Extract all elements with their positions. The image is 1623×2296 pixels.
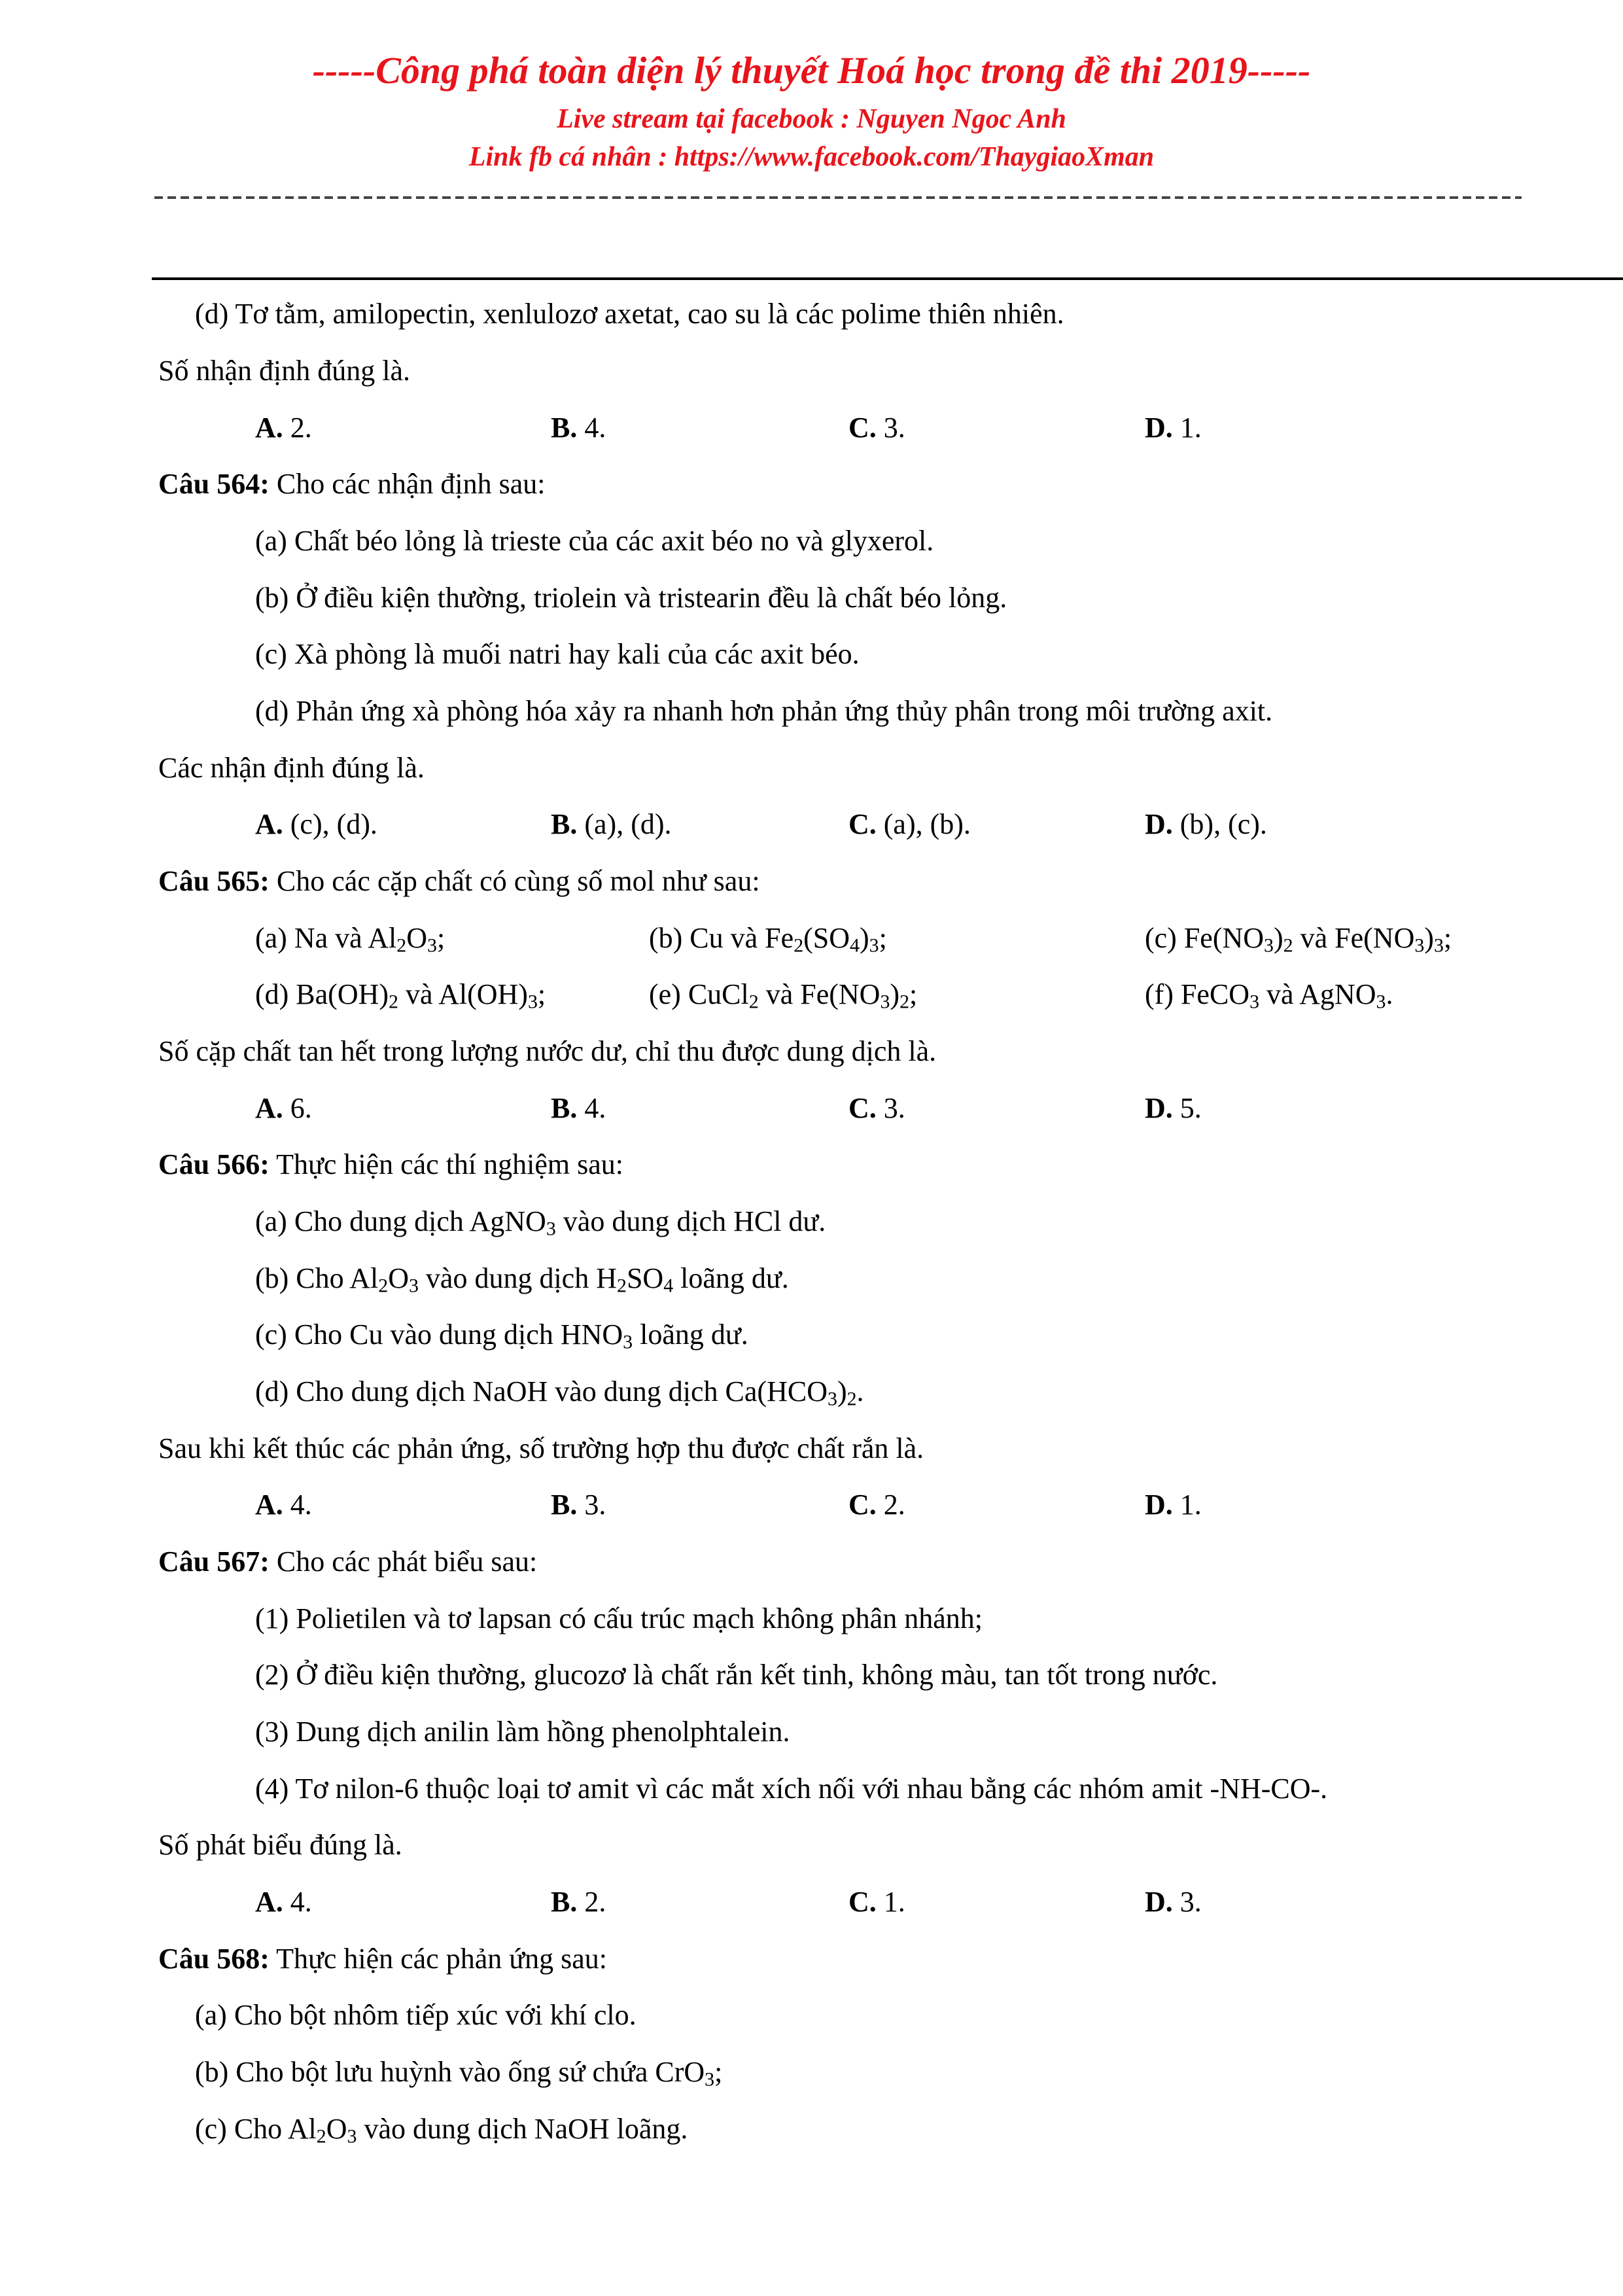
q563-option-a: A. 2. [255, 412, 312, 444]
q568-item-c: (c) Cho $Al_2O_3$ vào dung dịch NaOH loãng. [195, 2113, 688, 2147]
q566-option-c: C. 2. [848, 1489, 905, 1521]
q564-option-d: D. (b), (c). [1145, 808, 1267, 840]
q565-item-e: (e) CuCl$_2$ và $Fe(NO_3)_2$; [649, 978, 918, 1013]
q563-option-b: B. 4. [551, 412, 606, 444]
header-livestream: Live stream tại facebook : Nguyen Ngoc Anh [557, 104, 1066, 134]
q565-option-a: A. 6. [255, 1092, 312, 1124]
q566-option-d: D. 1. [1145, 1489, 1202, 1521]
solid-divider [152, 277, 1623, 280]
q567-prompt: Số phát biểu đúng là. [158, 1829, 402, 1861]
q566-prompt: Sau khi kết thúc các phản ứng, số trường hợp thu được chất rắn là. [158, 1432, 924, 1464]
q567-item-2: (2) Ở điều kiện thường, glucozơ là chất rắn kết tinh, không màu, tan tốt trong nước. [255, 1659, 1218, 1691]
q564-prompt: Các nhận định đúng là. [158, 752, 425, 784]
q567-item-1: (1) Polietilen và tơ lapsan có cấu trúc mạch không phân nhánh; [255, 1602, 983, 1634]
q565-option-d: D. 5. [1145, 1092, 1202, 1124]
q564-heading: Câu 564: Cho các nhận định sau: [158, 468, 546, 500]
q564-option-a: A. (c), (d). [255, 808, 377, 840]
q564-item-b: (b) Ở điều kiện thường, triolein và tristearin đều là chất béo lỏng. [255, 582, 1007, 614]
q567-option-b: B. 2. [551, 1886, 606, 1918]
header-link: Link fb cá nhân : https://www.facebook.com/ThaygiaoXman [468, 142, 1155, 172]
q563-option-d: D. 1. [1145, 412, 1202, 444]
q564-option-b: B. (a), (d). [551, 808, 672, 840]
q565-option-b: B. 4. [551, 1092, 606, 1124]
q567-item-3: (3) Dung dịch anilin làm hồng phenolphtalein. [255, 1716, 790, 1748]
q567-option-d: D. 3. [1145, 1886, 1202, 1918]
q564-item-c: (c) Xà phòng là muối natri hay kali của các axit béo. [255, 638, 860, 670]
q566-option-a: A. 4. [255, 1489, 312, 1521]
dashed-divider [154, 196, 1522, 199]
header-title: -----Công phá toàn diện lý thuyết Hoá học trong đề thi 2019----- [312, 49, 1311, 92]
q565-heading: Câu 565: Cho các cặp chất có cùng số mol như sau: [158, 865, 760, 897]
q567-heading: Câu 567: Cho các phát biểu sau: [158, 1545, 538, 1578]
q563-option-c: C. 3. [848, 412, 905, 444]
q567-item-4: (4) Tơ nilon-6 thuộc loại tơ amit vì các mắt xích nối với nhau bằng các nhóm amit -NH-CO-. [255, 1773, 1328, 1805]
q565-item-b: (b) Cu và $Fe_2(SO_4)_3$; [649, 922, 887, 957]
q566-item-a: (a) Cho dung dịch AgNO$_3$ vào dung dịch HCl dư. [255, 1205, 826, 1240]
q565-item-f: (f) FeCO$_3$ và AgNO$_3$. [1145, 978, 1393, 1013]
q566-item-d: (d) Cho dung dịch NaOH vào dung dịch $Ca(HCO_3)_2$. [255, 1375, 864, 1410]
q567-option-c: C. 1. [848, 1886, 905, 1918]
q565-item-c: (c) $Fe(NO_3)_2$ và $Fe(NO_3)_3$; [1145, 922, 1452, 957]
q564-option-c: C. (a), (b). [848, 808, 971, 840]
q563-prompt: Số nhận định đúng là. [158, 355, 410, 387]
q566-heading: Câu 566: Thực hiện các thí nghiệm sau: [158, 1148, 624, 1180]
q568-heading: Câu 568: Thực hiện các phản ứng sau: [158, 1943, 607, 1975]
q565-item-d: (d) $Ba(OH)_2$ và $Al(OH)_3$; [255, 978, 546, 1013]
q566-item-c: (c) Cho Cu vào dung dịch $HNO_3$ loãng dư. [255, 1318, 748, 1353]
q563-item-d: (d) Tơ tằm, amilopectin, xenlulozơ axetat, cao su là các polime thiên nhiên. [195, 298, 1064, 330]
q564-item-a: (a) Chất béo lỏng là trieste của các axit béo no và glyxerol. [255, 525, 934, 557]
q566-item-b: (b) Cho $Al_2O_3$ vào dung dịch $H_2SO_4$ loãng dư. [255, 1262, 789, 1297]
q568-item-b: (b) Cho bột lưu huỳnh vào ống sứ chứa CrO$_3$; [195, 2056, 723, 2091]
q567-option-a: A. 4. [255, 1886, 312, 1918]
q568-item-a: (a) Cho bột nhôm tiếp xúc với khí clo. [195, 1999, 637, 2031]
q566-option-b: B. 3. [551, 1489, 606, 1521]
q565-option-c: C. 3. [848, 1092, 905, 1124]
q565-prompt: Số cặp chất tan hết trong lượng nước dư, chỉ thu được dung dịch là. [158, 1035, 937, 1067]
q565-item-a: (a) Na và $Al_2O_3$; [255, 922, 445, 957]
q564-item-d: (d) Phản ứng xà phòng hóa xảy ra nhanh hơn phản ứng thủy phân trong môi trường axit. [255, 695, 1273, 727]
